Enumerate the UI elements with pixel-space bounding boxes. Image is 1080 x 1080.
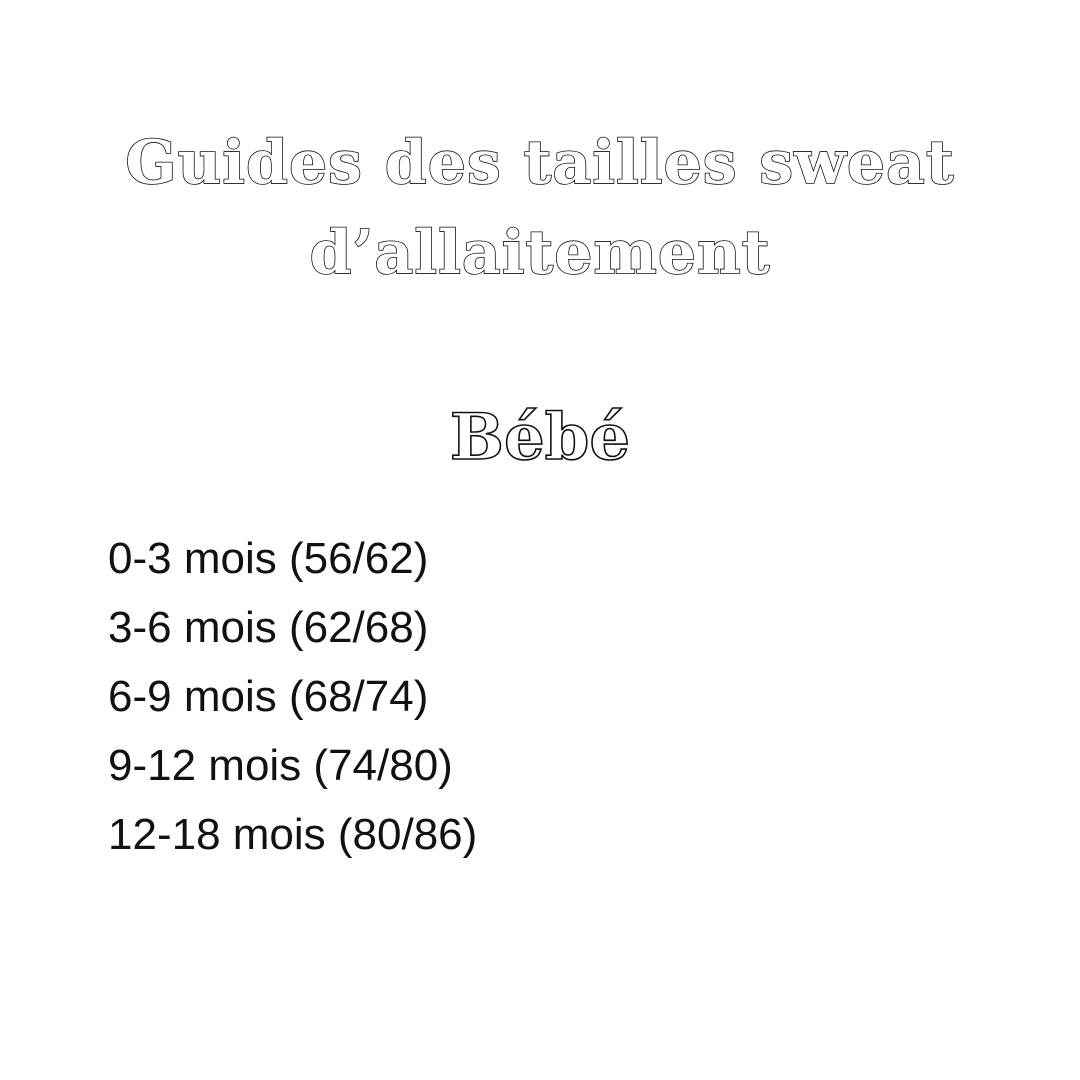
page-title: [0, 118, 1080, 298]
title-line-2: d’allaitement: [309, 218, 771, 289]
section-heading-bebe: Bébé: [449, 400, 631, 476]
title-line-1: Guides des tailles sweat: [125, 128, 955, 199]
size-item: 6-9 mois (68/74): [108, 672, 429, 721]
size-item: 3-6 mois (62/68): [108, 603, 429, 652]
size-item: 9-12 mois (74/80): [108, 741, 453, 790]
size-list: [108, 524, 477, 869]
size-item: 12-18 mois (80/86): [108, 810, 478, 859]
size-item: 0-3 mois (56/62): [108, 534, 429, 583]
